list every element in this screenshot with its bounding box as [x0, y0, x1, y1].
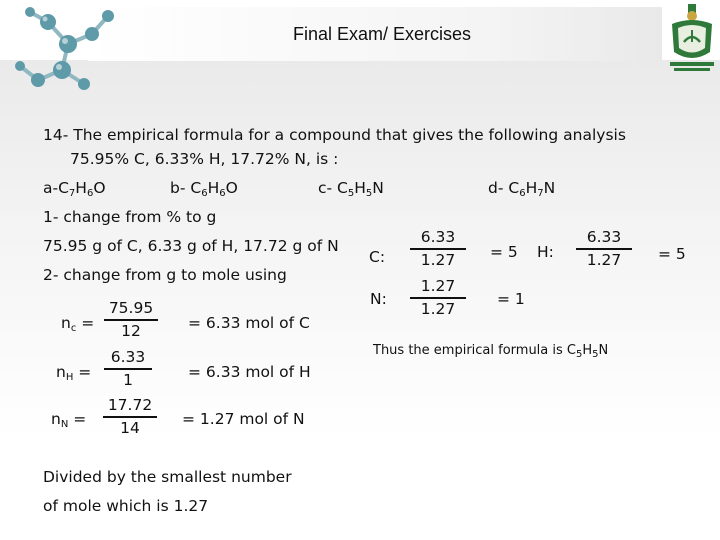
- mole-c-result: = 6.33 mol of C: [188, 314, 310, 332]
- mole-n-result: = 1.27 mol of N: [182, 410, 305, 428]
- option-a: $a-C_7H_6O$: [43, 179, 106, 199]
- mole-h-fraction: 6.33 1: [104, 348, 152, 390]
- question-composition: 75.95% C, 6.33% H, 17.72% N, is :: [70, 150, 339, 168]
- ratio-c-fraction: 6.33 1.27: [410, 228, 466, 270]
- question-text: 14- The empirical formula for a compound that gives the following analysis: [43, 126, 626, 144]
- step-two: 2- change from g to mole using: [43, 266, 287, 284]
- conclusion-text: Thus the empirical formula is $C_5H_5N$: [373, 343, 609, 360]
- option-d: d- $C_6H_7N$: [488, 179, 556, 199]
- mole-c-label: $n_c$ =: [61, 314, 95, 334]
- ratio-h-fraction: 6.33 1.27: [576, 228, 632, 270]
- mole-h-label: $n_H$ =: [56, 363, 92, 383]
- mole-n-label: $n_N$ =: [51, 410, 87, 430]
- molecule-model-icon: [8, 4, 118, 96]
- ratio-h-result: = 5: [658, 245, 686, 263]
- option-b: b- $C_6H_6O$: [170, 179, 238, 199]
- mole-c-fraction: 75.95 12: [104, 299, 158, 341]
- ratio-n-label: N:: [370, 290, 387, 308]
- ratio-n-fraction: 1.27 1.27: [410, 277, 466, 319]
- mole-n-fraction: 17.72 14: [103, 396, 157, 438]
- step-one: 1- change from % to g: [43, 208, 217, 226]
- mole-h-result: = 6.33 mol of H: [188, 363, 311, 381]
- ratio-n-result: = 1: [497, 290, 525, 308]
- slide-title: Final Exam/ Exercises: [292, 24, 472, 44]
- ratio-c-label: C:: [369, 248, 386, 266]
- option-c: c- $C_5H_5N$: [318, 179, 384, 199]
- ratio-c-result: = 5: [490, 243, 518, 261]
- ratio-h-label: H:: [537, 243, 554, 261]
- divide-note-line2: of mole which is 1.27: [43, 497, 209, 515]
- grams-values: 75.95 g of C, 6.33 g of H, 17.72 g of N: [43, 237, 339, 255]
- divide-note-line1: Divided by the smallest number: [43, 468, 292, 486]
